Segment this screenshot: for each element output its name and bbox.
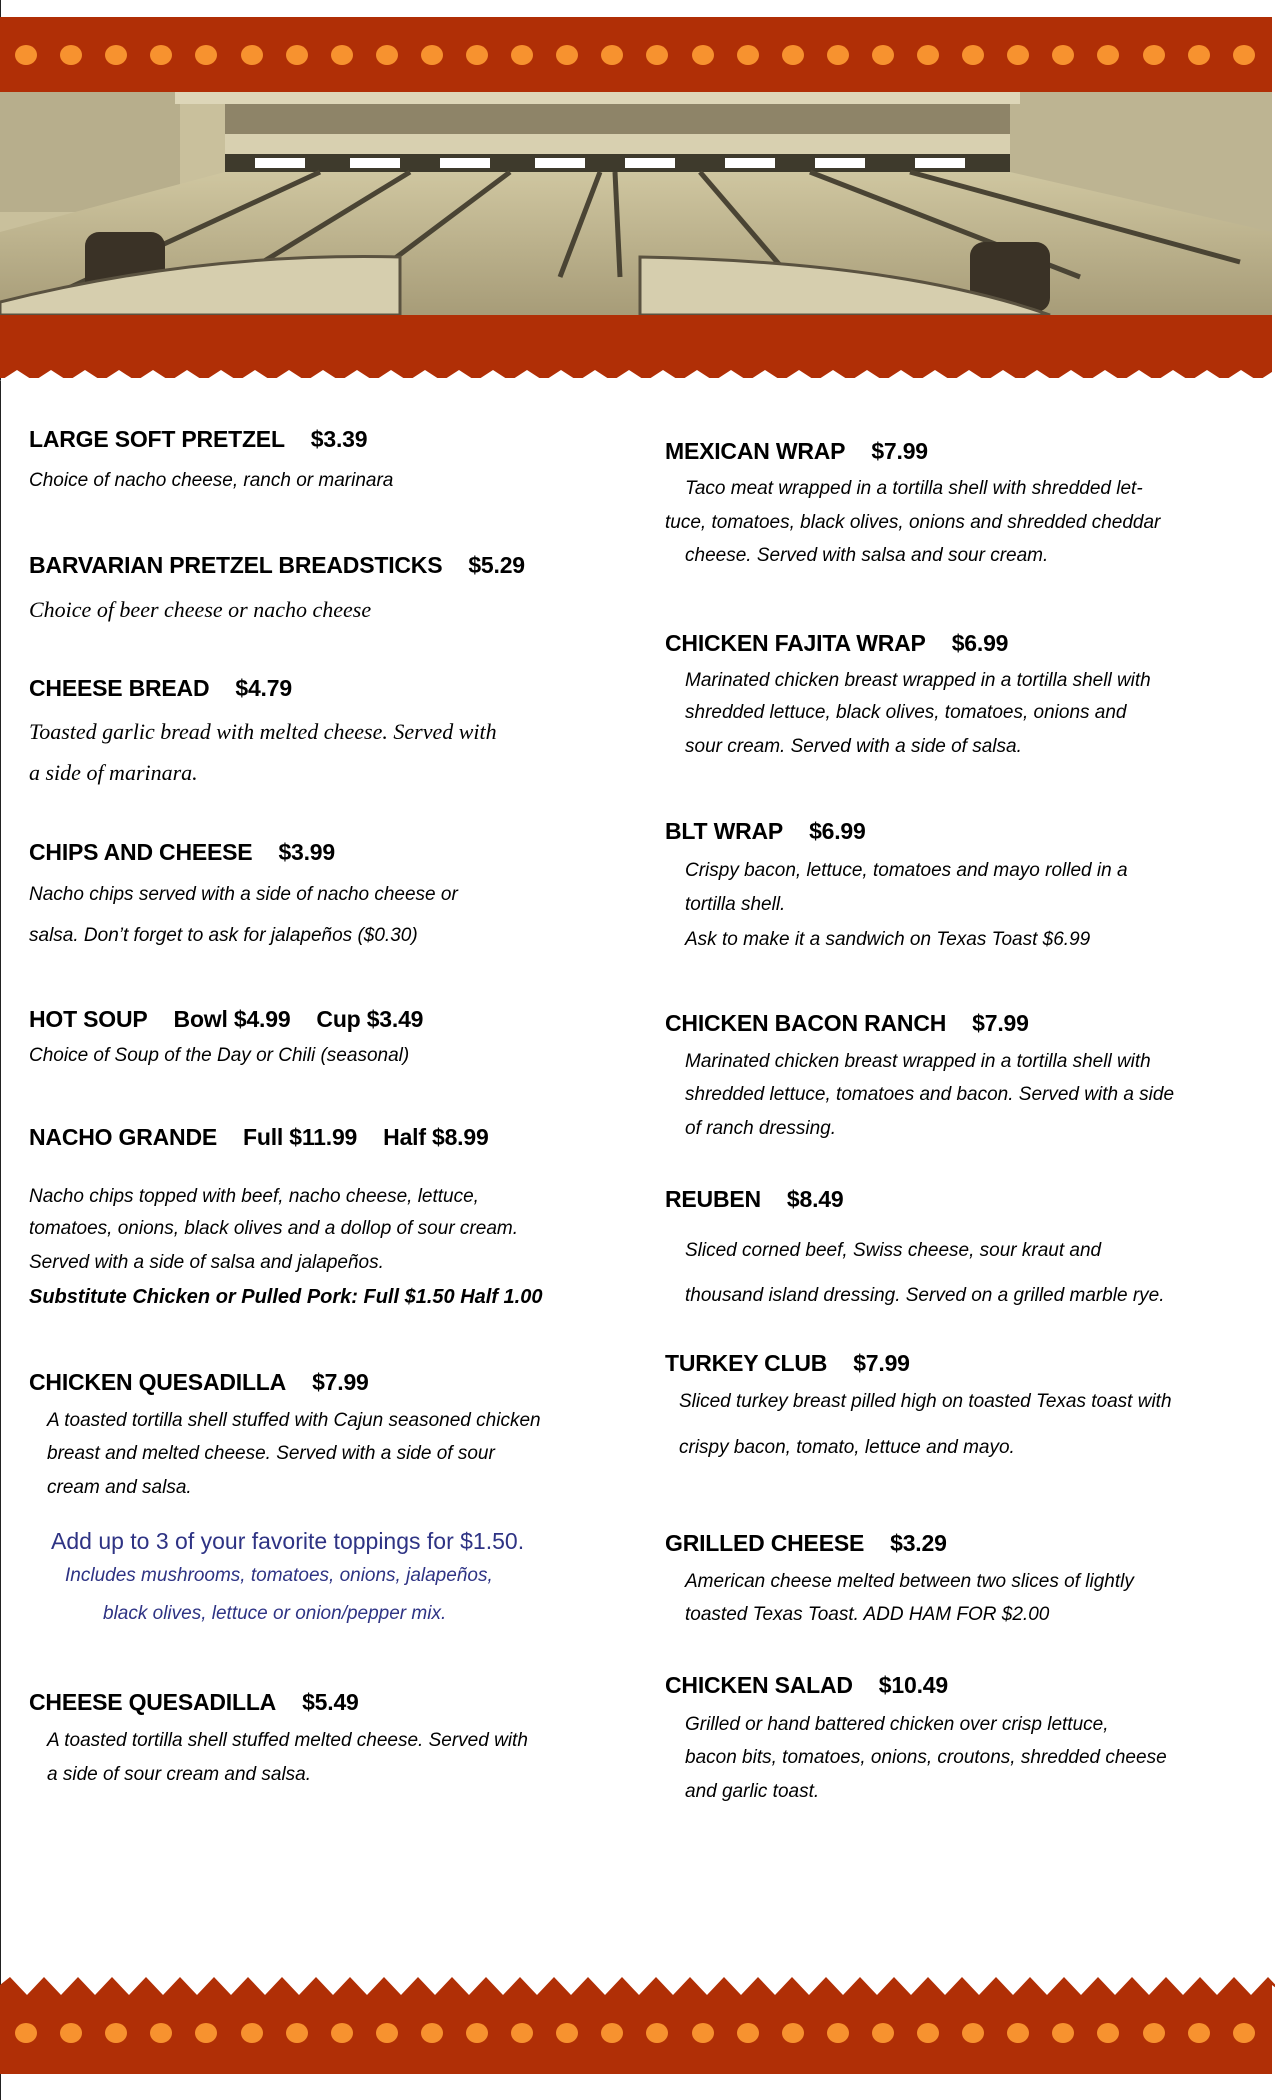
item-heading [29,554,525,577]
dot-ornament [60,45,82,65]
bowling-alley-photo [0,92,1272,315]
item-name: CHICKEN BACON RANCH [665,1010,947,1036]
item-price: $7.99 [312,1369,369,1395]
dot-ornament [60,2023,82,2043]
item-description: black olives, lettuce or onion/pepper mix. [103,1603,447,1624]
item-heading [665,1012,1029,1035]
item-description: Sliced corned beef, Swiss cheese, sour kraut and [685,1240,1102,1261]
dot-ornament [872,2023,894,2043]
dot-ornament [511,45,533,65]
item-description: shredded lettuce, black olives, tomatoes, onions and [685,702,1127,723]
item-price: Half $8.99 [383,1124,489,1150]
item-description: cheese. Served with salsa and sour cream. [685,545,1049,566]
item-description: and garlic toast. [685,1781,820,1802]
dot-ornament [421,2023,443,2043]
item-heading [665,632,1008,655]
dot-ornament [15,45,37,65]
item-price: $7.99 [853,1350,910,1376]
dot-ornament [917,2023,939,2043]
item-description: breast and melted cheese. Served with a side of sour [47,1443,495,1464]
item-heading [665,820,866,843]
dot-ornament [511,2023,533,2043]
item-description: Taco meat wrapped in a tortilla shell with shredded let- [685,478,1143,499]
item-description: Choice of nacho cheese, ranch or marinara [29,470,394,491]
item-description: salsa. Don’t forget to ask for jalapeños ($0.30) [29,925,418,946]
item-heading [665,1352,910,1375]
dot-ornament [376,45,398,65]
item-name: CHEESE BREAD [29,675,210,701]
dot-ornament [692,45,714,65]
item-description: American cheese melted between two slices of lightly [685,1571,1134,1592]
item-price: $3.99 [278,839,335,865]
item-heading [29,677,292,700]
item-name: TURKEY CLUB [665,1350,828,1376]
item-description: a side of sour cream and salsa. [47,1764,312,1785]
item-heading [29,1008,423,1031]
item-description: tuce, tomatoes, black olives, onions and shredded cheddar [665,512,1161,533]
item-description: Crispy bacon, lettuce, tomatoes and mayo rolled in a [685,860,1128,881]
item-description: Marinated chicken breast wrapped in a tortilla shell with [685,670,1151,691]
item-name: CHIPS AND CHEESE [29,839,253,865]
dot-ornament [1233,45,1255,65]
dot-ornament [376,2023,398,2043]
item-price: Full $11.99 [243,1124,358,1150]
item-description: Choice of Soup of the Day or Chili (seasonal) [29,1045,410,1066]
item-description: A toasted tortilla shell stuffed with Cajun seasoned chicken [47,1410,541,1431]
dot-ornament [827,2023,849,2043]
item-heading [29,428,367,451]
item-description: of ranch dressing. [685,1118,837,1139]
item-description: Nacho chips topped with beef, nacho cheese, lettuce, [29,1186,479,1207]
item-name: HOT SOUP [29,1006,148,1032]
item-name: GRILLED CHEESE [665,1530,865,1556]
dot-ornament [15,2023,37,2043]
dot-ornament [331,2023,353,2043]
top-dotted-band [0,17,1272,92]
item-name: CHEESE QUESADILLA [29,1689,277,1715]
item-description: A toasted tortilla shell stuffed melted cheese. Served with [47,1730,528,1751]
item-name: CHICKEN FAJITA WRAP [665,630,926,656]
item-price: Cup $3.49 [316,1006,424,1032]
dot-ornament [1233,2023,1255,2043]
item-description: Sliced turkey breast pilled high on toasted Texas toast with [679,1391,1172,1412]
item-description: shredded lettuce, tomatoes and bacon. Served with a side [685,1084,1175,1105]
bottom-zigzag-edge [0,1977,1275,1997]
item-name: CHICKEN SALAD [665,1672,853,1698]
item-description: thousand island dressing. Served on a grilled marble rye. [685,1285,1165,1306]
dot-ornament [1143,2023,1165,2043]
item-heading [29,1371,369,1394]
item-price: $3.39 [310,426,368,452]
dot-ornament [962,45,984,65]
item-description: Substitute Chicken or Pulled Pork: Full $1.50 Half 1.00 [29,1286,543,1308]
dot-ornament [692,2023,714,2043]
zigzag-edge [0,369,1275,381]
item-description: bacon bits, tomatoes, onions, croutons, shredded cheese [685,1747,1167,1768]
dot-ornament [466,2023,488,2043]
item-price: $6.99 [809,818,866,844]
dot-ornament [466,45,488,65]
dot-ornament [241,45,263,65]
item-heading [665,1532,947,1555]
item-description: Choice of beer cheese or nacho cheese [29,597,372,622]
item-description: tomatoes, onions, black olives and a dollop of sour cream. [29,1218,518,1239]
item-description: Grilled or hand battered chicken over crisp lettuce, [685,1714,1109,1735]
item-heading [665,1188,843,1211]
bowling-alley-image [0,92,1272,315]
item-price: $4.79 [235,675,292,701]
item-price: $5.49 [302,1689,359,1715]
item-description: Nacho chips served with a side of nacho cheese or [29,884,458,905]
dot-ornament [827,45,849,65]
item-description: Add up to 3 of your favorite toppings for $1.50. [51,1528,525,1554]
item-heading [665,1674,948,1697]
item-price: $8.49 [786,1186,844,1212]
item-description: cream and salsa. [47,1477,192,1498]
dot-ornament [1188,45,1210,65]
item-description: toasted Texas Toast. ADD HAM FOR $2.00 [685,1604,1050,1625]
dot-ornament [737,45,759,65]
item-description: crispy bacon, tomato, lettuce and mayo. [679,1437,1015,1458]
item-description: Ask to make it a sandwich on Texas Toast $6.99 [685,929,1091,950]
dot-ornament [286,45,308,65]
dot-ornament [1188,2023,1210,2043]
dot-ornament [421,45,443,65]
dot-ornament [782,45,804,65]
item-name: LARGE SOFT PRETZEL [29,426,285,452]
item-heading [29,1126,489,1149]
item-name: BLT WRAP [665,818,784,844]
dot-ornament [286,2023,308,2043]
item-price: $5.29 [468,552,525,578]
dot-ornament [872,45,894,65]
item-name: BARVARIAN PRETZEL BREADSTICKS [29,552,443,578]
item-description: Marinated chicken breast wrapped in a tortilla shell with [685,1051,1151,1072]
dot-ornament [917,45,939,65]
item-description: Toasted garlic bread with melted cheese. Served with [29,719,497,744]
bottom-dotted-band [0,1995,1272,2074]
dot-ornament [331,45,353,65]
item-price: Bowl $4.99 [173,1006,291,1032]
item-name: NACHO GRANDE [29,1124,217,1150]
dot-ornament [1143,45,1165,65]
dot-ornament [962,2023,984,2043]
item-price: $6.99 [951,630,1009,656]
dot-ornament [782,2023,804,2043]
item-name: MEXICAN WRAP [665,438,846,464]
item-description: sour cream. Served with a side of salsa. [685,736,1022,757]
item-heading [665,440,928,463]
dot-ornament [241,2023,263,2043]
dot-ornament [737,2023,759,2043]
item-name: CHICKEN QUESADILLA [29,1369,287,1395]
item-price: $7.99 [972,1010,1029,1036]
item-name: REUBEN [665,1186,761,1212]
item-description: Served with a side of salsa and jalapeños. [29,1252,384,1273]
item-description: tortilla shell. [685,894,786,915]
item-heading [29,1691,359,1714]
item-price: $7.99 [871,438,928,464]
item-description: Includes mushrooms, tomatoes, onions, jalapeños, [65,1565,493,1586]
item-heading [29,841,335,864]
item-description: a side of marinara. [29,760,198,785]
item-price: $10.49 [878,1672,948,1698]
item-price: $3.29 [890,1530,947,1556]
